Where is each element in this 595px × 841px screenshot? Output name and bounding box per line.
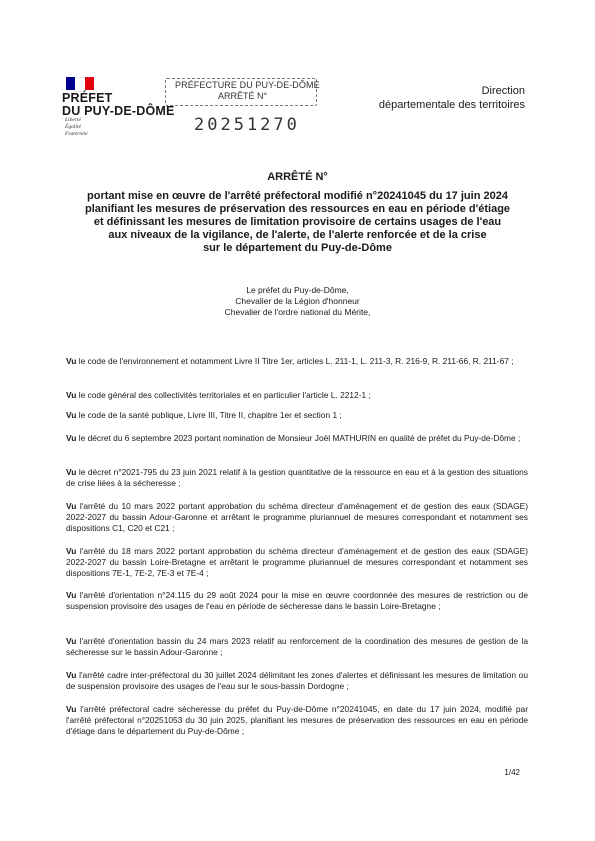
vu-paragraph: Vu l'arrêté d'orientation bassin du 24 mars 2023 relatif au renforcement de la coordination des mesures de gestion de la sécheresse sur le bassin Adour-Garonne ; (66, 636, 529, 657)
stamp-prefecture-label: PRÉFECTURE DU PUY-DE-DÔME (175, 80, 320, 90)
vu-paragraph: Vu le code général des collectivités territoriales et en particulier l'article L. 2212-1 ; (66, 390, 371, 400)
vu-paragraph: Vu l'arrêté préfectoral cadre sécheresse du préfet du Puy-de-Dôme n°20241045, en date du 17 juin 2024, modifié par l'arrêté préfectoral n°20251053 du 30 juin 2025, planifiant les mesures de préservation des ressources en eau en période d'étiage dans le département du Puy-de-Dôme ; (66, 704, 528, 736)
stamp-arrete-label: ARRÊTÉ N° (218, 91, 268, 101)
republic-motto: Liberté Égalité Fraternité (65, 117, 88, 137)
vu-paragraph: Vu le décret du 6 septembre 2023 portant nomination de Monsieur Joël MATHURIN en qualité de préfet du Puy-de-Dôme ; (66, 433, 521, 443)
vu-paragraph: Vu l'arrêté du 18 mars 2022 portant approbation du schéma directeur d'aménagement et de gestion des eaux (SDAGE) 2022-2027 du bassin Loire-Bretagne et arrêtant le programme pluriannuel de mesures correspondant et notamment ses dispositions 7E-1, 7E-2, 7E-3 et 7E-4 ; (66, 546, 528, 578)
vu-paragraph: Vu l'arrêté d'orientation n°24.115 du 29 août 2024 pour la mise en œuvre coordonnée des mesures de restriction ou de suspension provisoire des usages de l'eau en période de sécheresse dans le bassin Loire-Bretagne ; (66, 590, 529, 611)
stamp-arrete-number: 20251270 (194, 115, 300, 135)
vu-paragraph: Vu l'arrêté du 10 mars 2022 portant approbation du schéma directeur d'aménagement et de gestion des eaux (SDAGE) 2022-2027 du bassin Adour-Garonne et arrêtant le programme pluriannuel de mesures correspondant et notamment ses dispositions C1, C20 et C21 ; (66, 501, 528, 533)
prefet-logo-title: PRÉFET DU PUY-DE-DÔME (62, 91, 175, 118)
document-title: ARRÊTÉ N° (267, 171, 328, 183)
page-number: 1/42 (504, 768, 520, 777)
prefet-signatory-block: Le préfet du Puy-de-Dôme, Chevalier de la Légion d'honneur Chevalier de l'ordre national du Mérite, (224, 285, 371, 317)
french-flag-icon (66, 77, 94, 90)
document-subtitle: portant mise en œuvre de l'arrêté préfectoral modifié n°20241045 du 17 juin 2024 planifiant les mesures de préservation des ressources en eau en période d'étiage et définissant les mesures de limitation provisoire de certains usages de l'eau aux niveaux de la vigilance, de l'alerte, de l'alerte renforcée et de la crise sur le département du Puy-de-Dôme (84, 190, 511, 254)
direction-header: Direction départementale des territoires (378, 85, 525, 111)
vu-paragraph: Vu l'arrêté cadre inter-préfectoral du 30 juillet 2024 délimitant les zones d'alertes et définissant les mesures de limitation ou de suspension provisoire des usages de l'eau sur le sous-bassin Dordogne ; (66, 670, 529, 691)
vu-paragraph: Vu le code de la santé publique, Livre III, Titre II, chapitre 1er et section 1 ; (66, 410, 342, 420)
vu-paragraph: Vu le décret n°2021-795 du 23 juin 2021 relatif à la gestion quantitative de la ressource en eau et à la gestion des situations de crise liées à la sécheresse ; (66, 467, 528, 488)
vu-paragraph: Vu le code de l'environnement et notamment Livre II Titre 1er, articles L. 211-1, L. 211-3, R. 216-9, R. 211-66, R. 211-67 ; (66, 356, 514, 366)
